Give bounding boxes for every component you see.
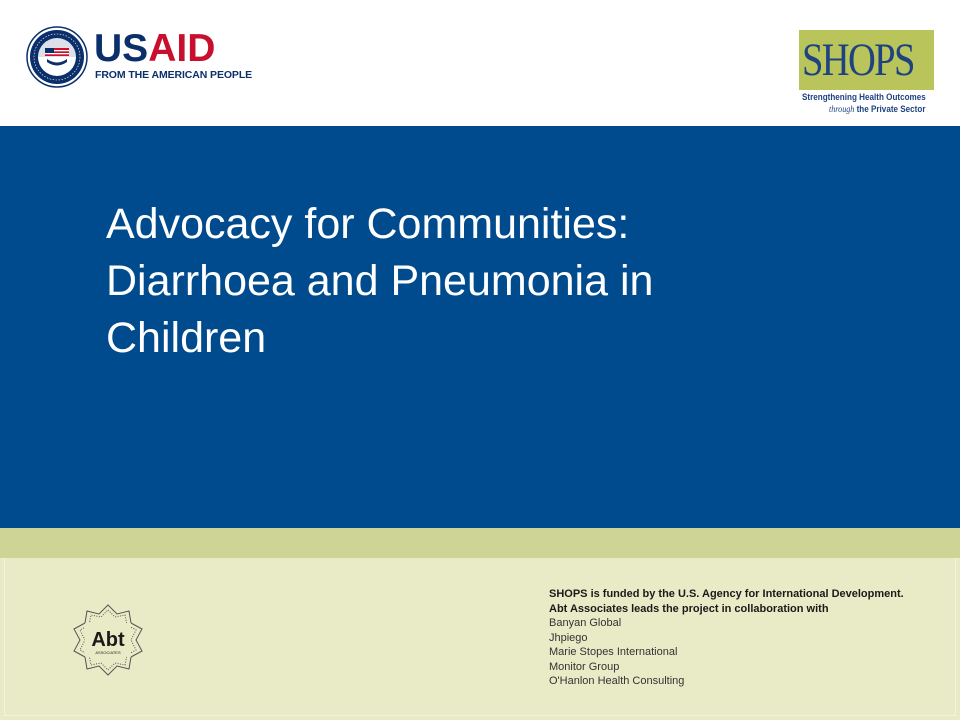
shops-wordmark: SHOPS: [802, 34, 914, 86]
accent-stripe: [0, 528, 960, 558]
slide-title-line: Children: [106, 314, 267, 362]
funding-credits: [549, 587, 949, 689]
usaid-seal-icon: [26, 26, 88, 88]
slide-footer: [0, 558, 960, 720]
partner-item: Jhpiego: [549, 631, 588, 644]
abt-associates-logo-icon: [71, 603, 145, 677]
slide-title-line: Advocacy for Communities:: [106, 200, 630, 248]
abt-logo-subtext: ASSOCIATES: [95, 650, 121, 655]
shops-logo-tagline: [799, 90, 934, 120]
shops-tagline-rest: the Private Sector: [854, 104, 926, 114]
slide-title-line: Diarrhoea and Pneumonia in: [106, 257, 654, 305]
shops-tagline-italic: through: [829, 104, 855, 114]
abt-logo-text: Abt: [91, 629, 125, 651]
partner-item: Monitor Group: [549, 660, 620, 673]
slide-title: [106, 196, 786, 367]
usaid-word-aid: AID: [148, 27, 216, 70]
partner-item: Banyan Global: [549, 617, 622, 629]
usaid-logo: [26, 26, 253, 88]
funding-statement: SHOPS is funded by the U.S. Agency for International Development.: [549, 588, 904, 600]
shops-logo: [799, 30, 934, 120]
slide-header: [0, 0, 960, 126]
partner-item: Marie Stopes International: [549, 646, 678, 658]
footer-panel: [4, 558, 956, 716]
usaid-wordmark: [94, 29, 215, 69]
partner-item: O'Hanlon Health Consulting: [549, 675, 685, 687]
shops-logo-banner: [799, 30, 934, 90]
title-band: [0, 126, 960, 528]
usaid-word-us: US: [94, 27, 149, 70]
lead-statement: Abt Associates leads the project in collaboration with: [549, 602, 829, 615]
shops-tagline-line2: [829, 104, 925, 114]
usaid-tagline: FROM THE AMERICAN PEOPLE: [95, 69, 253, 81]
shops-tagline-line1: Strengthening Health Outcomes: [802, 92, 926, 102]
